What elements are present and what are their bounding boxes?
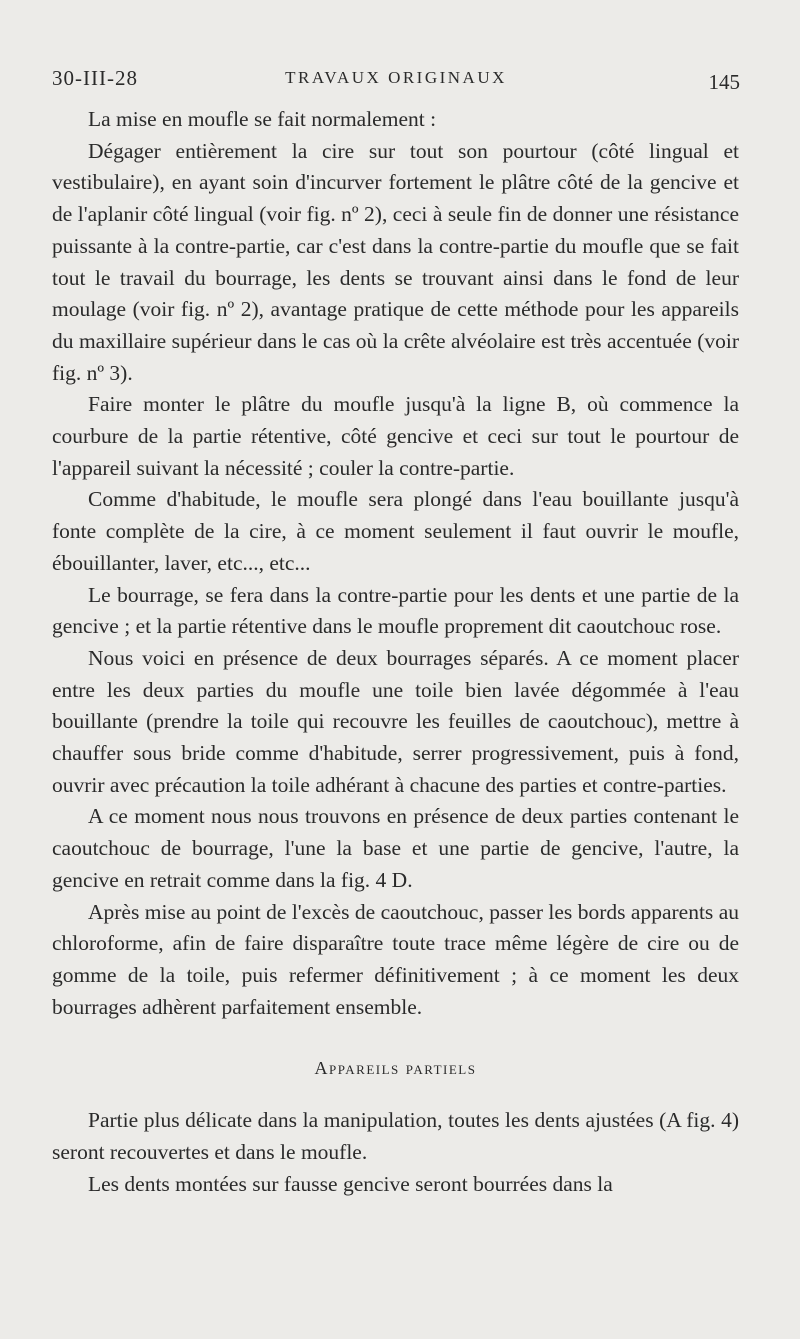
body-text (52, 104, 739, 1200)
paragraph: A ce moment nous nous trouvons en présence de deux parties contenant le caoutchouc de bourrage, l'une la base et une partie de gencive, l'autre, la gencive en retrait comme dans la fig. 4 D. (52, 804, 739, 892)
paragraph: Partie plus délicate dans la manipulation, toutes les dents ajustées (A fig. 4) seront recouvertes et dans le moufle. (52, 1108, 739, 1164)
section-heading-text: Appareils partiels (314, 1058, 477, 1079)
page-number: 145 (708, 70, 740, 94)
section-heading (52, 1053, 739, 1085)
paragraph: La mise en moufle se fait normalement : (88, 107, 437, 131)
paragraph: Le bourrage, se fera dans la contre-partie pour les dents et une partie de la gencive ; et la partie rétentive dans le moufle proprement dit caoutchouc rose. (52, 582, 739, 639)
header-date: 30-III-28 (52, 66, 138, 90)
running-header (52, 66, 740, 96)
paragraph: Nous voici en présence de deux bourrages séparés. A ce moment placer entre les deux parties du moufle une toile bien lavée dégommée à l'eau bouillante (prendre la toile qui recouvre les feuilles de caoutchouc), mettre à chauffer sous bride comme d'habitude, serrer progressivement, puis à fond, ouvrir avec précaution la toile adhérant à chacune des parties et contre-parties. (52, 645, 739, 797)
paragraph: Faire monter le plâtre du moufle jusqu'à la ligne B, où commence la courbure de la partie rétentive, côté gencive et ceci sur tout le pourtour de l'appareil suivant la nécessité ; couler la contre-partie. (52, 392, 739, 480)
paragraph: Comme d'habitude, le moufle sera plongé dans l'eau bouillante jusqu'à fonte complète de la cire, à ce moment seulement il faut ouvrir le moufle, ébouillanter, laver, etc..., etc... (52, 487, 739, 575)
paragraph: Les dents montées sur fausse gencive seront bourrées dans la (88, 1171, 613, 1196)
paragraph: Dégager entièrement la cire sur tout son pourtour (côté lingual et vestibulaire), en ayant soin d'incurver fortement le plâtre côté de la gencive et de l'aplanir côté lingual (voir fig. nº 2), ceci à seule fin de donner une résistance puissante à la contre-partie, car c'est dans la contre-partie du moufle que se fait tout le travail du bourrage, les dents se trouvant ainsi dans le fond de leur moulage (voir fig. nº 2), avantage pratique de cette méthode pour les appareils du maxillaire supérieur dans le cas où la crête alvéolaire est très accentuée (voir fig. nº 3). (52, 138, 739, 385)
header-title: TRAVAUX ORIGINAUX (285, 68, 507, 87)
paragraph: Après mise au point de l'excès de caoutchouc, passer les bords apparents au chloroforme, afin de faire disparaître toute trace même légère de cire ou de gomme de la toile, puis refermer définitivement ; à ce moment les deux bourrages adhèrent parfaitement ensemble. (52, 899, 739, 1019)
